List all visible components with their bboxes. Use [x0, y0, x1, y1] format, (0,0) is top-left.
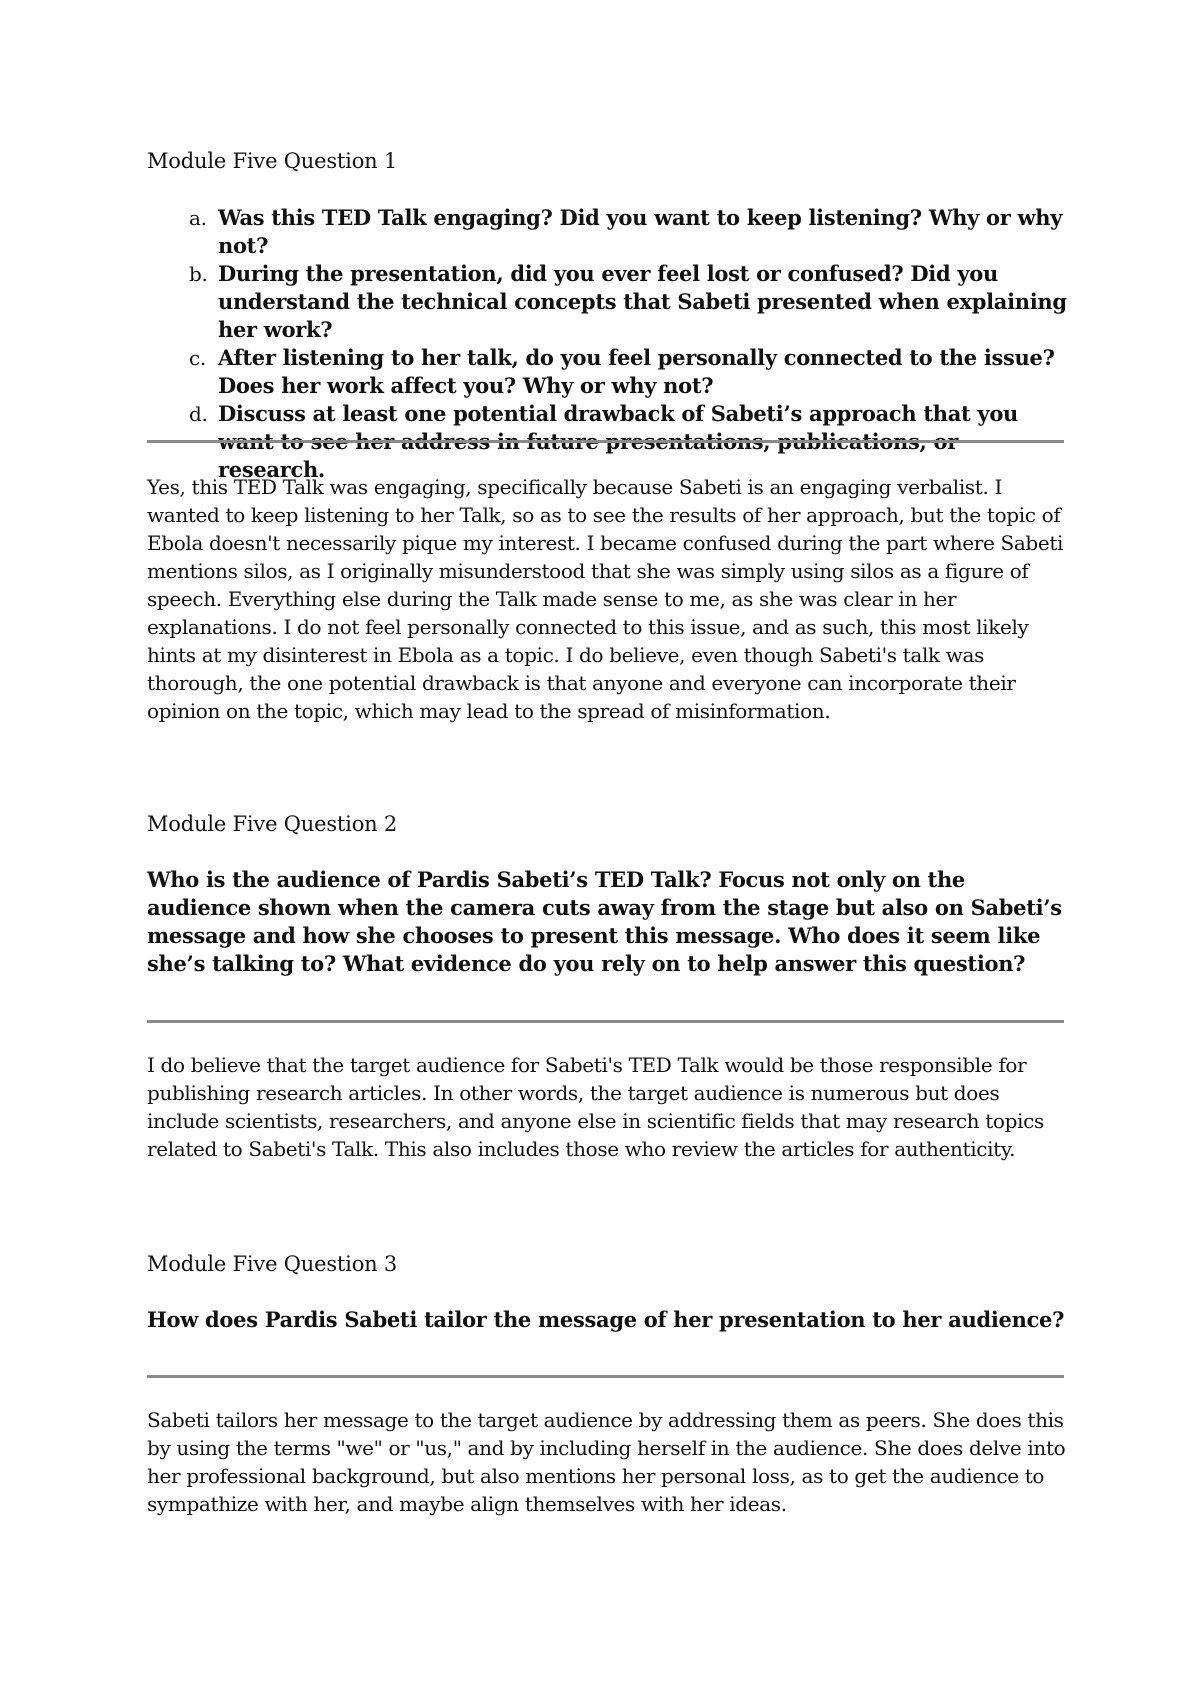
section-heading: Module Five Question 1 [147, 149, 398, 173]
section-heading: Module Five Question 3 [147, 1252, 398, 1276]
question-text: Who is the audience of Pardis Sabeti’s TED Talk? Focus not only on the audience shown when the camera cuts away from the stage but also on Sabeti’s message and how she chooses to present this message. Who does it seem like she’s talking to? What evidence do you rely on to help answer this question? [147, 867, 1062, 976]
list-item [147, 260, 1067, 344]
horizontal-rule [147, 440, 1064, 443]
horizontal-rule [147, 1375, 1064, 1378]
list-item-text: Was this TED Talk engaging? Did you want to keep listening? Why or why not? [218, 205, 1063, 258]
horizontal-rule [147, 1020, 1064, 1023]
list-item-text: After listening to her talk, do you feel personally connected to the issue? Does her work affect you? Why or why not? [218, 345, 1055, 398]
section-heading: Module Five Question 2 [147, 812, 398, 836]
list-item [147, 344, 1067, 400]
list-marker: b. [189, 262, 208, 286]
list-item-text: During the presentation, did you ever feel lost or confused? Did you understand the technical concepts that Sabeti presented when explaining her work? [218, 261, 1067, 342]
list-item [147, 204, 1067, 260]
list-marker: c. [189, 346, 206, 370]
question-text: How does Pardis Sabeti tailor the message of her presentation to her audience? [147, 1307, 1065, 1332]
list-marker: a. [189, 206, 207, 230]
list-marker: d. [189, 402, 208, 426]
list-item-text: Discuss at least one potential drawback of Sabeti’s approach that you want to see her address in future presentations, publications, or research. [218, 401, 1019, 482]
answer-paragraph: Sabeti tailors her message to the target audience by addressing them as peers. She does this by using the terms "we" or "us," and by including herself in the audience. She does delve into her professional background, but also mentions her personal loss, as to get the audience to sympathize with her, and maybe align themselves with her ideas. [147, 1408, 1066, 1516]
answer-paragraph: Yes, this TED Talk was engaging, specifically because Sabeti is an engaging verbalist. I wanted to keep listening to her Talk, so as to see the results of her approach, but the topic of Ebola doesn't necessarily pique my interest. I became confused during the part where Sabeti mentions silos, as I originally misunderstood that she was simply using silos as a figure of speech. Everything else during the Talk made sense to me, as she was clear in her explanations. I do not feel personally connected to this issue, and as such, this most likely hints at my disinterest in Ebola as a topic. I do believe, even though Sabeti's talk was thorough, the one potential drawback is that anyone and everyone can incorporate their opinion on the topic, which may lead to the spread of misinformation. [147, 475, 1064, 723]
answer-paragraph: I do believe that the target audience for Sabeti's TED Talk would be those responsible for publishing research articles. In other words, the target audience is numerous but does include scientists, researchers, and anyone else in scientific fields that may research topics related to Sabeti's Talk. This also includes those who review the articles for authenticity. [147, 1053, 1044, 1161]
